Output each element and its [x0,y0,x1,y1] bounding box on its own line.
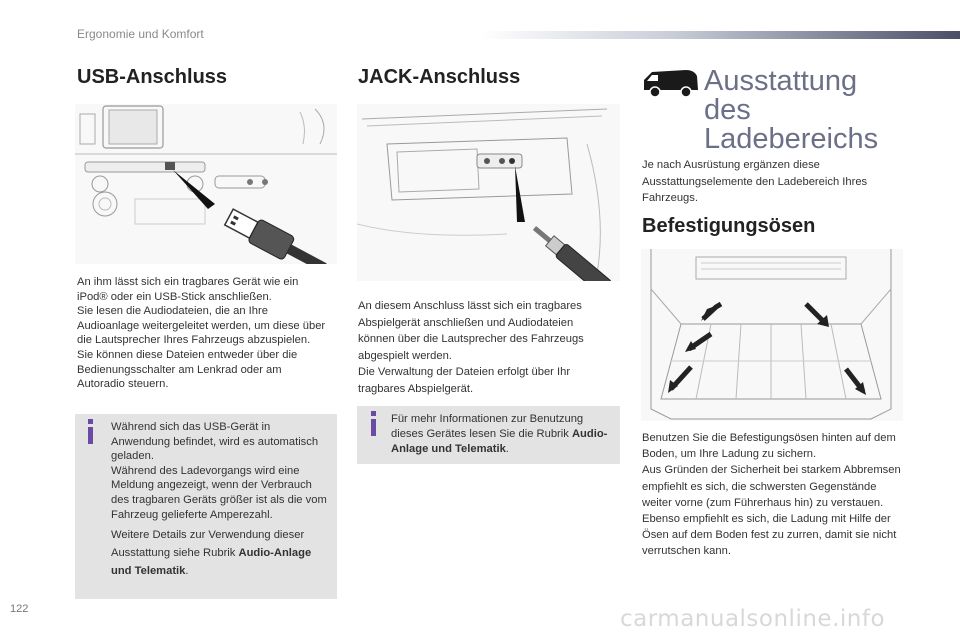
jack-info-end: . [505,443,509,455]
jack-illustration [357,104,620,281]
jack-title: JACK-Anschluss [358,66,521,88]
usb-paragraph: An ihm lässt sich ein tragbares Gerät wie ein iPod® oder ein USB-Stick anschließen. [77,276,299,303]
page-number: 122 [10,603,29,615]
usb-info-line: Weitere Details zur Verwendung dieser Ausstattung siehe Rubrik [111,529,305,560]
usb-paragraph: Sie lesen die Audiodateien, die an Ihre Audioanlage weitergeleitet werden, um diese über die Lautsprecher Ihres Fahrzeugs abzuspielen. [77,305,326,347]
jack-info-text: Für mehr Informationen zur Benutzung dieses Gerätes lesen Sie die Rubrik [391,413,584,440]
usb-title: USB-Anschluss [77,66,228,88]
jack-paragraph: Die Verwaltung der Dateien erfolgt über Ihr tragbares Abspielgerät. [358,366,571,395]
cargo-subtitle: Befestigungsösen [642,215,816,237]
info-icon [88,427,93,444]
usb-info-box [75,414,337,599]
van-icon [642,68,700,103]
section-header: Ergonomie und Komfort [77,27,204,41]
usb-info-line: Während des Ladevorgangs wird eine Meldung angezeigt, wenn der Verbrauch des tragbaren Geräts größer ist als die vom Fahrzeug gelieferte Amperezahl. [111,464,327,521]
jack-info-box [357,406,620,464]
usb-info-link: Audio-Anlage und Telematik [111,547,312,578]
header-bar [480,31,960,39]
cargo-title-line: des [704,94,751,126]
cargo-title-line: Ladebereichs [704,123,879,155]
cargo-paragraph: Ebenso empfiehlt es sich, die Ladung mit Hilfe der Ösen auf dem Boden fest zu zurren, damit sie nicht verrutschen kann. [642,513,897,558]
jack-info-link: Audio-Anlage und Telematik [391,428,608,455]
usb-body [77,275,329,392]
cargo-illustration [641,249,903,421]
cargo-title-line: Ausstattung [704,65,858,97]
jack-body [358,298,613,397]
usb-info-line: Während sich das USB-Gerät in Anwendung befindet, wird es automatisch geladen. [111,421,319,463]
jack-paragraph: An diesem Anschluss lässt sich ein tragbares Abspielgerät anschließen und Audiodateien können über die Lautsprecher des Fahrzeugs abgespielt werden. [358,300,584,362]
watermark: carmanualsonline.info [620,606,886,632]
cargo-body [642,430,904,560]
usb-illustration [75,104,337,264]
usb-info-end: . [185,565,189,578]
usb-paragraph: Sie können diese Dateien entweder über die Bedienungsschalter am Lenkrad oder am Autoradio steuern. [77,348,298,391]
info-icon [371,419,376,436]
cargo-paragraph: Aus Gründen der Sicherheit bei starkem Abbremsen empfiehlt es sich, die schwersten Gegenstände weiter vorne (zum Führerhaus hin) zu verstauen. [642,464,901,509]
cargo-title [704,67,878,154]
cargo-intro: Je nach Ausrüstung ergänzen diese Ausstattungselemente den Ladebereich Ihres Fahrzeugs. [642,159,868,204]
cargo-paragraph: Benutzen Sie die Befestigungsösen hinten auf dem Boden, um Ihre Ladung zu sichern. [642,432,896,461]
